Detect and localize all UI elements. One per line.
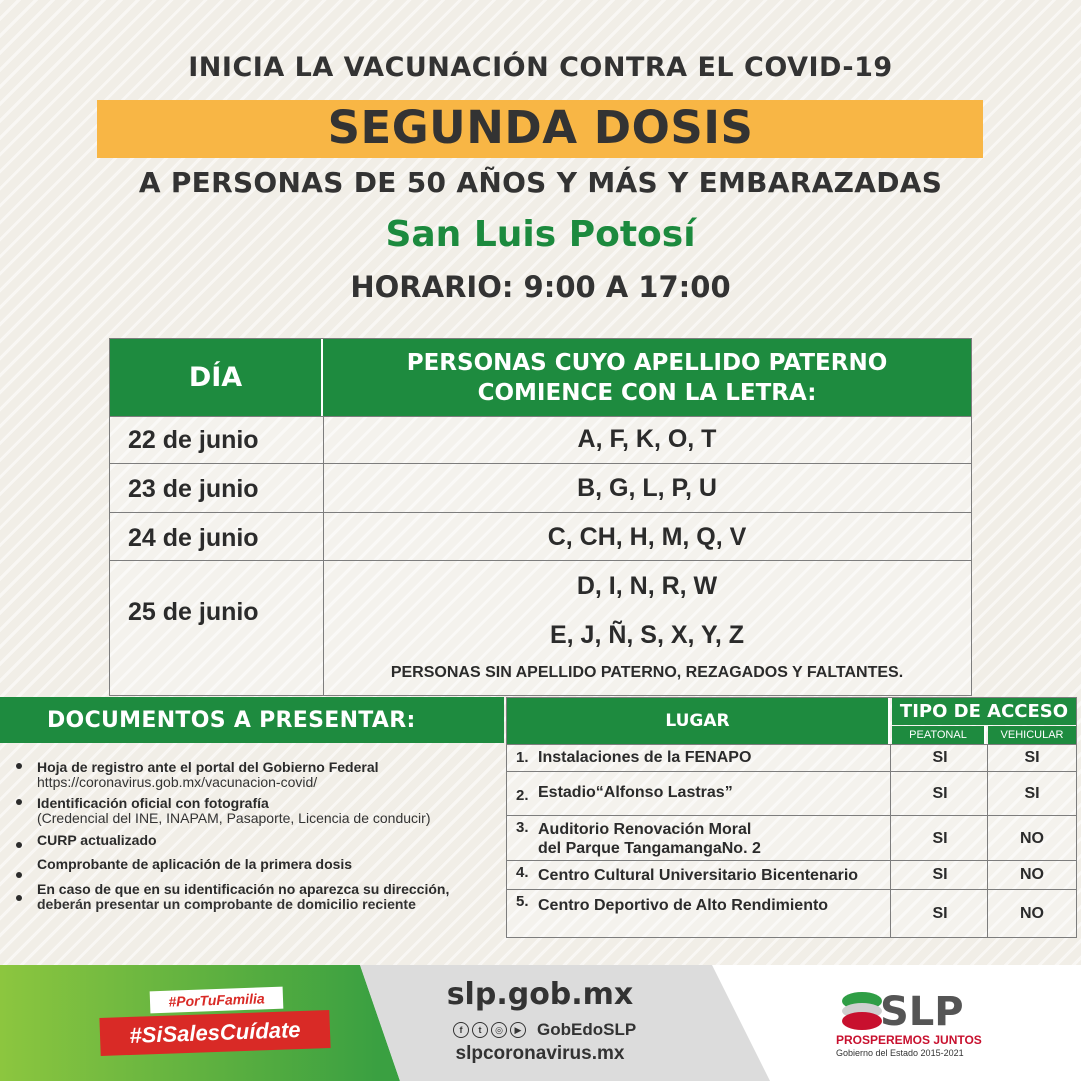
schedule-table bbox=[109, 338, 972, 696]
document-title: CURP actualizado bbox=[37, 832, 157, 848]
hashtag-take-care: #SiSalesCuídate bbox=[99, 1010, 330, 1056]
vehicular-access: SI bbox=[1024, 749, 1040, 766]
social-media-row bbox=[453, 1020, 636, 1040]
city-name: San Luis Potosí bbox=[385, 214, 696, 255]
document-detail: https://coronavirus.gob.mx/vacunacion-covid/ bbox=[37, 774, 318, 790]
column-header-vehicular: VEHICULAR bbox=[988, 726, 1076, 744]
column-header-letters-line2: COMIENCE CON LA LETRA: bbox=[477, 379, 817, 406]
table-row bbox=[507, 815, 1076, 860]
row-letters: B, G, L, P, U bbox=[577, 474, 717, 502]
table-row bbox=[507, 744, 1076, 771]
place-name: Centro Deportivo de Alto Rendimiento bbox=[538, 897, 829, 914]
social-handle[interactable]: GobEdoSLP bbox=[537, 1020, 637, 1039]
row-note: PERSONAS SIN APELLIDO PATERNO, REZAGADOS Y FALTANTES. bbox=[390, 664, 904, 681]
row-letters: D, I, N, R, W bbox=[576, 572, 718, 600]
row-day: 24 de junio bbox=[128, 524, 259, 552]
row-letters: C, CH, H, M, Q, V bbox=[547, 523, 747, 551]
place-number: 5. bbox=[516, 893, 529, 910]
row-letters-second-line: E, J, Ñ, S, X, Y, Z bbox=[549, 621, 745, 649]
dose-title: SEGUNDA DOSIS bbox=[327, 101, 754, 154]
column-header-access: TIPO DE ACCESO bbox=[892, 698, 1076, 725]
table-row bbox=[507, 860, 1076, 889]
table-row bbox=[110, 512, 971, 560]
place-number: 1. bbox=[516, 749, 529, 766]
facebook-icon[interactable]: f bbox=[453, 1022, 469, 1038]
bullet-icon bbox=[16, 895, 22, 901]
document-title: Hoja de registro ante el portal del Gobierno Federal bbox=[37, 759, 379, 775]
audience-title: A PERSONAS DE 50 AÑOS Y MÁS Y EMBARAZADAS bbox=[138, 166, 943, 199]
row-day: 25 de junio bbox=[128, 598, 259, 626]
row-day: 23 de junio bbox=[128, 475, 259, 503]
pedestrian-access: SI bbox=[932, 785, 948, 802]
vehicular-access: SI bbox=[1024, 785, 1040, 802]
government-period: Gobierno del Estado 2015-2021 bbox=[836, 1048, 964, 1058]
table-row bbox=[507, 889, 1076, 937]
website-link[interactable]: slp.gob.mx bbox=[446, 977, 634, 1012]
column-header-pedestrian: PEATONAL bbox=[892, 726, 986, 744]
pedestrian-access: SI bbox=[932, 830, 948, 847]
pedestrian-access: SI bbox=[932, 749, 948, 766]
place-number: 3. bbox=[516, 819, 529, 836]
logo-text: SLP bbox=[880, 989, 964, 1035]
headline: INICIA LA VACUNACIÓN CONTRA EL COVID-19 bbox=[188, 52, 893, 83]
place-name: Instalaciones de la FENAPO bbox=[538, 749, 752, 766]
bullet-icon bbox=[16, 799, 22, 805]
place-name-second-line: del Parque TangamangaNo. 2 bbox=[538, 840, 761, 857]
document-title: Comprobante de aplicación de la primera dosis bbox=[37, 856, 353, 872]
pedestrian-access: SI bbox=[932, 866, 948, 883]
column-header-letters bbox=[323, 339, 971, 416]
table-row bbox=[110, 560, 971, 695]
footer bbox=[0, 965, 1081, 1081]
document-detail: deberán presentar un comprobante de domicilio reciente bbox=[37, 896, 416, 912]
bullet-icon bbox=[16, 872, 22, 878]
schedule-hours: HORARIO: 9:00 A 17:00 bbox=[350, 270, 731, 304]
vehicular-access: NO bbox=[1020, 905, 1044, 922]
instagram-icon[interactable]: ◎ bbox=[491, 1022, 507, 1038]
slogan: PROSPEREMOS JUNTOS bbox=[836, 1033, 982, 1047]
twitter-icon[interactable]: t bbox=[472, 1022, 488, 1038]
place-name: Auditorio Renovación Moral bbox=[538, 821, 752, 838]
column-header-letters-line1: PERSONAS CUYO APELLIDO PATERNO bbox=[406, 349, 888, 376]
hashtag-family: #PorTuFamilia bbox=[150, 987, 284, 1014]
row-day: 22 de junio bbox=[128, 426, 259, 454]
logo-red-swoosh bbox=[842, 1012, 882, 1030]
table-row bbox=[110, 416, 971, 463]
places-table bbox=[506, 697, 1077, 938]
place-name: Centro Cultural Universitario Bicentenario bbox=[538, 867, 859, 884]
column-header-day: DÍA bbox=[110, 339, 323, 416]
row-letters: A, F, K, O, T bbox=[577, 425, 717, 453]
table-row bbox=[110, 463, 971, 512]
place-number: 4. bbox=[516, 864, 529, 881]
document-title: Identificación oficial con fotografía bbox=[37, 795, 269, 811]
column-header-place: LUGAR bbox=[507, 698, 890, 744]
pedestrian-access: SI bbox=[932, 905, 948, 922]
covid-website-link[interactable]: slpcoronavirus.mx bbox=[455, 1043, 625, 1064]
bullet-icon bbox=[16, 763, 22, 769]
document-title: En caso de que en su identificación no aparezca su dirección, bbox=[37, 881, 450, 897]
place-number: 2. bbox=[516, 787, 529, 804]
table-row bbox=[507, 771, 1076, 815]
youtube-icon[interactable]: ▶ bbox=[510, 1022, 526, 1038]
bullet-icon bbox=[16, 842, 22, 848]
vehicular-access: NO bbox=[1020, 830, 1044, 847]
document-detail: (Credencial del INE, INAPAM, Pasaporte, Licencia de conducir) bbox=[37, 810, 431, 826]
place-name: Estadio“Alfonso Lastras” bbox=[538, 784, 733, 801]
vehicular-access: NO bbox=[1020, 866, 1044, 883]
documents-title: DOCUMENTOS A PRESENTAR: bbox=[0, 697, 504, 743]
